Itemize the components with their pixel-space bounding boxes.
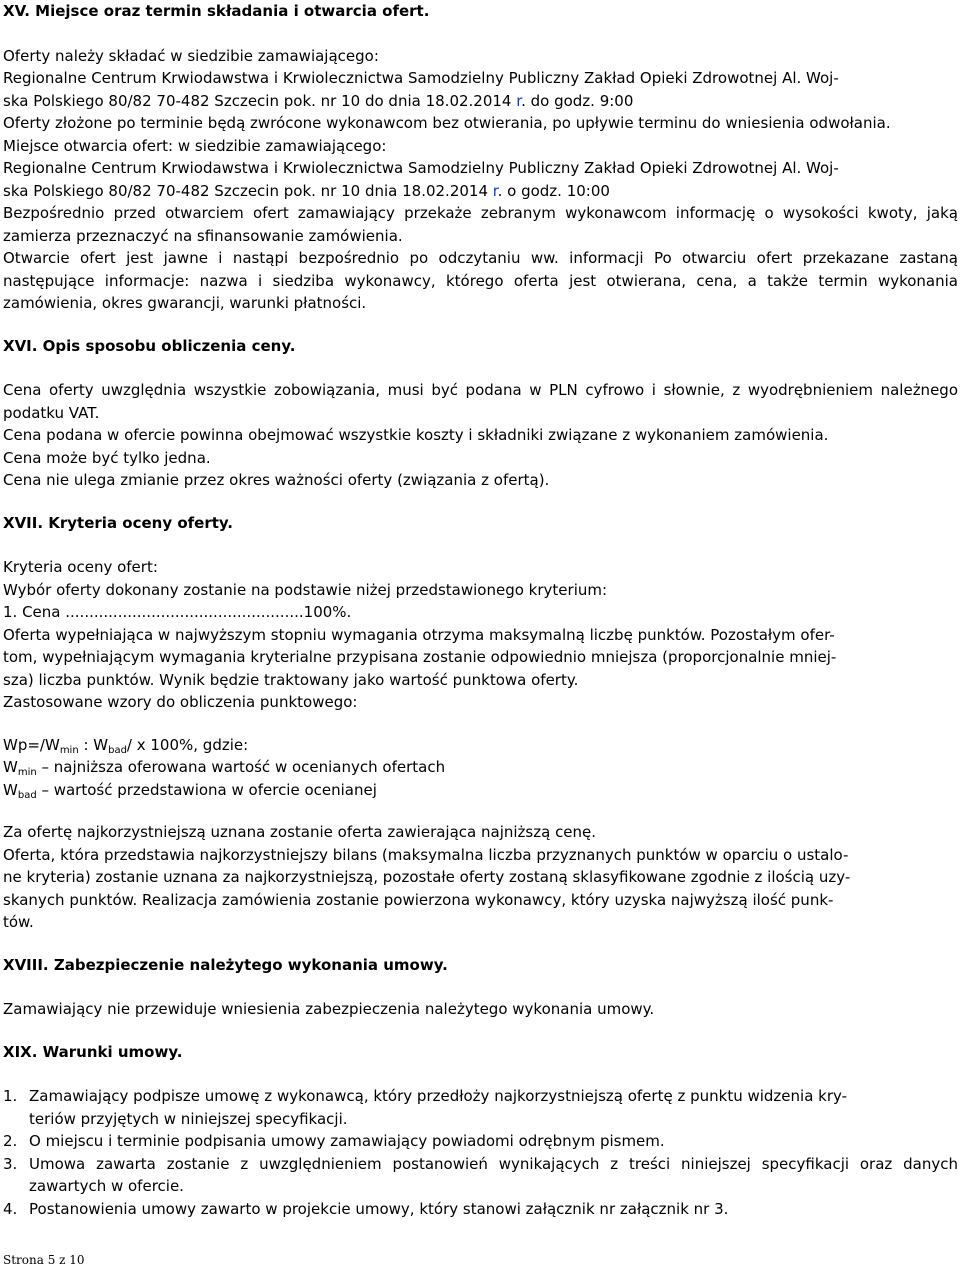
list-item-text: Zamawiający podpisze umowę z wykonawcą, który przedłoży najkorzystniejszą ofertę z punktu widzenia kry- teriów przyjętych w niniejszej specyfikacji. xyxy=(29,1087,848,1128)
s15-p2-tail: . do godz. 9:00 xyxy=(521,91,634,110)
list-item xyxy=(3,1153,958,1198)
s15-p1: Oferty należy składać w siedzibie zamawiającego: xyxy=(3,46,379,65)
def-wbad-w: W xyxy=(3,780,18,799)
s16-p2: Cena podana w ofercie powinna obejmować wszystkie koszty i składniki związane z wykonaniem zamówienia. xyxy=(3,426,829,444)
def-wmin-text: – najniższa oferowana wartość w ocenianych ofertach xyxy=(36,758,446,776)
s15-p5-text: Regionalne Centrum Krwiodawstwa i Krwiolecznictwa Samodzielny Publiczny Zakład Opieki Zdrowotnej Al. Woj- ska Polskiego 80/82 70-482 Szczecin pok. nr 10 dnia 18.02.2014 xyxy=(3,159,839,200)
s15-p3: Oferty złożone po terminie będą zwrócone wykonawcom bez otwierania, po upływie terminu do wniesienia odwołania. xyxy=(3,114,891,132)
list-item-text: O miejscu i terminie podpisania umowy zamawiający powiadomi odrębnym pismem. xyxy=(29,1132,665,1150)
section-xvi-heading: XVI. Opis sposobu obliczenia ceny. xyxy=(3,336,296,355)
list-item-text: Postanowienia umowy zawarto w projekcie umowy, który stanowi załącznik nr załącznik nr 3. xyxy=(29,1199,729,1218)
def-wbad-sub: bad xyxy=(17,789,37,801)
list-item xyxy=(3,1198,958,1221)
s16-p4: Cena nie ulega zmianie przez okres ważności oferty (związania z ofertą). xyxy=(3,471,550,489)
definition-wmin xyxy=(3,756,958,779)
s15-p6: Bezpośrednio przed otwarciem ofert zamawiający przekaże zebranym wykonawcom informację o wysokości kwoty, jaką zamierza przeznaczyć na sfinansowanie zamówienia. xyxy=(3,204,958,245)
formula-part-a: Wp=/W xyxy=(3,735,60,754)
list-item-number: 1. xyxy=(3,1087,18,1105)
section-xvii-heading: XVII. Kryteria oceny oferty. xyxy=(3,513,234,532)
list-item xyxy=(3,1085,958,1130)
section-xix-heading: XIX. Warunki umowy. xyxy=(3,1042,183,1061)
s17-p5: Zastosowane wzory do obliczenia punktowego: xyxy=(3,693,358,711)
formula-part-c: / x 100%, gdzie: xyxy=(126,735,249,754)
formula-part-b: : W xyxy=(78,735,109,754)
section-xv-heading: XV. Miejsce oraz termin składania i otwarcia ofert. xyxy=(3,2,430,20)
s18-p1: Zamawiający nie przewiduje wniesienia zabezpieczenia należytego wykonania umowy. xyxy=(3,1000,655,1018)
s17-p3: 1. Cena ..................................................100%. xyxy=(3,603,352,621)
s15-p7: Otwarcie ofert jest jawne i nastąpi bezpośrednio po odczytaniu ww. informacji Po otwarciu ofert przekazane zastaną następujące informacje: nazwa i siedziba wykonawcy, którego oferta jest otwierana, cena, a także termin wykonania zamówienia, okres gwarancji, warunki płatności. xyxy=(3,249,958,312)
s15-p4: Miejsce otwarcia ofert: w siedzibie zamawiającego: xyxy=(3,136,387,155)
s15-p2-r: r xyxy=(516,91,522,110)
s16-p1: Cena oferty uwzględnia wszystkie zobowiązania, musi być podana w PLN cyfrowo i słownie, z wyodrębnieniem należnego podatku VAT. xyxy=(3,381,958,422)
s15-p5 xyxy=(3,157,958,202)
formula-sub-min: min xyxy=(59,744,79,756)
s15-p2 xyxy=(3,67,958,112)
s15-p5-r: r xyxy=(492,181,498,200)
list-item-text: Umowa zawarta zostanie z uwzględnieniem postanowień wynikających z treści niniejszej specyfikacji oraz danych zawartych w ofercie. xyxy=(29,1154,958,1195)
s17-p2: Wybór oferty dokonany zostanie na podstawie niżej przedstawionego kryterium: xyxy=(3,580,608,599)
def-wbad-text: – wartość przedstawiona w ofercie ocenianej xyxy=(36,780,377,799)
list-item-number: 3. xyxy=(3,1154,18,1173)
formula-sub-bad: bad xyxy=(108,744,127,756)
s15-p5-tail: . o godz. 10:00 xyxy=(497,181,610,200)
s15-p2-text: Regionalne Centrum Krwiodawstwa i Krwiolecznictwa Samodzielny Publiczny Zakład Opieki Zdrowotnej Al. Woj- ska Polskiego 80/82 70-482 Szczecin pok. nr 10 do dnia 18.02.2014 xyxy=(3,69,839,110)
s17-p4: Oferta wypełniająca w najwyższym stopniu wymagania otrzyma maksymalną liczbę punktów. Pozostałym ofer- tom, wypełniającym wymagania kryterialne przypisana zostanie odpowiednio mniejsza (proporcjonalnie mniej- sza) liczba punktów. Wynik będzie traktowany jako wartość punktowa oferty. xyxy=(3,625,837,689)
s17-p7: Oferta, która przedstawia najkorzystniejszy bilans (maksymalna liczba przyznanych punktów w oparciu o ustalo- ne kryteria) zostanie uznana za najkorzystniejszą, pozostałe oferty zostaną sklasyfikowane zgodnie z ilością uzy- skanych punktów. Realizacja zamówienia zostanie powierzona wykonawcy, który uzyska najwyższą ilość punk- tów. xyxy=(3,845,851,931)
list-item xyxy=(3,1130,958,1153)
page-footer: Strona 5 z 10 xyxy=(3,1253,85,1267)
s17-p1: Kryteria oceny ofert: xyxy=(3,558,158,576)
def-wmin-w: W xyxy=(3,758,18,776)
list-item-number: 2. xyxy=(3,1132,18,1150)
s16-p3: Cena może być tylko jedna. xyxy=(3,448,211,467)
list-item-number: 4. xyxy=(3,1199,18,1218)
s17-p6: Za ofertę najkorzystniejszą uznana zostanie oferta zawierająca najniższą cenę. xyxy=(3,823,597,841)
definition-wbad xyxy=(3,779,958,802)
conditions-list xyxy=(3,1085,958,1220)
formula xyxy=(3,734,958,757)
def-wmin-sub: min xyxy=(17,767,37,778)
document-page xyxy=(3,0,958,1220)
section-xviii-heading: XVIII. Zabezpieczenie należytego wykonania umowy. xyxy=(3,955,448,974)
